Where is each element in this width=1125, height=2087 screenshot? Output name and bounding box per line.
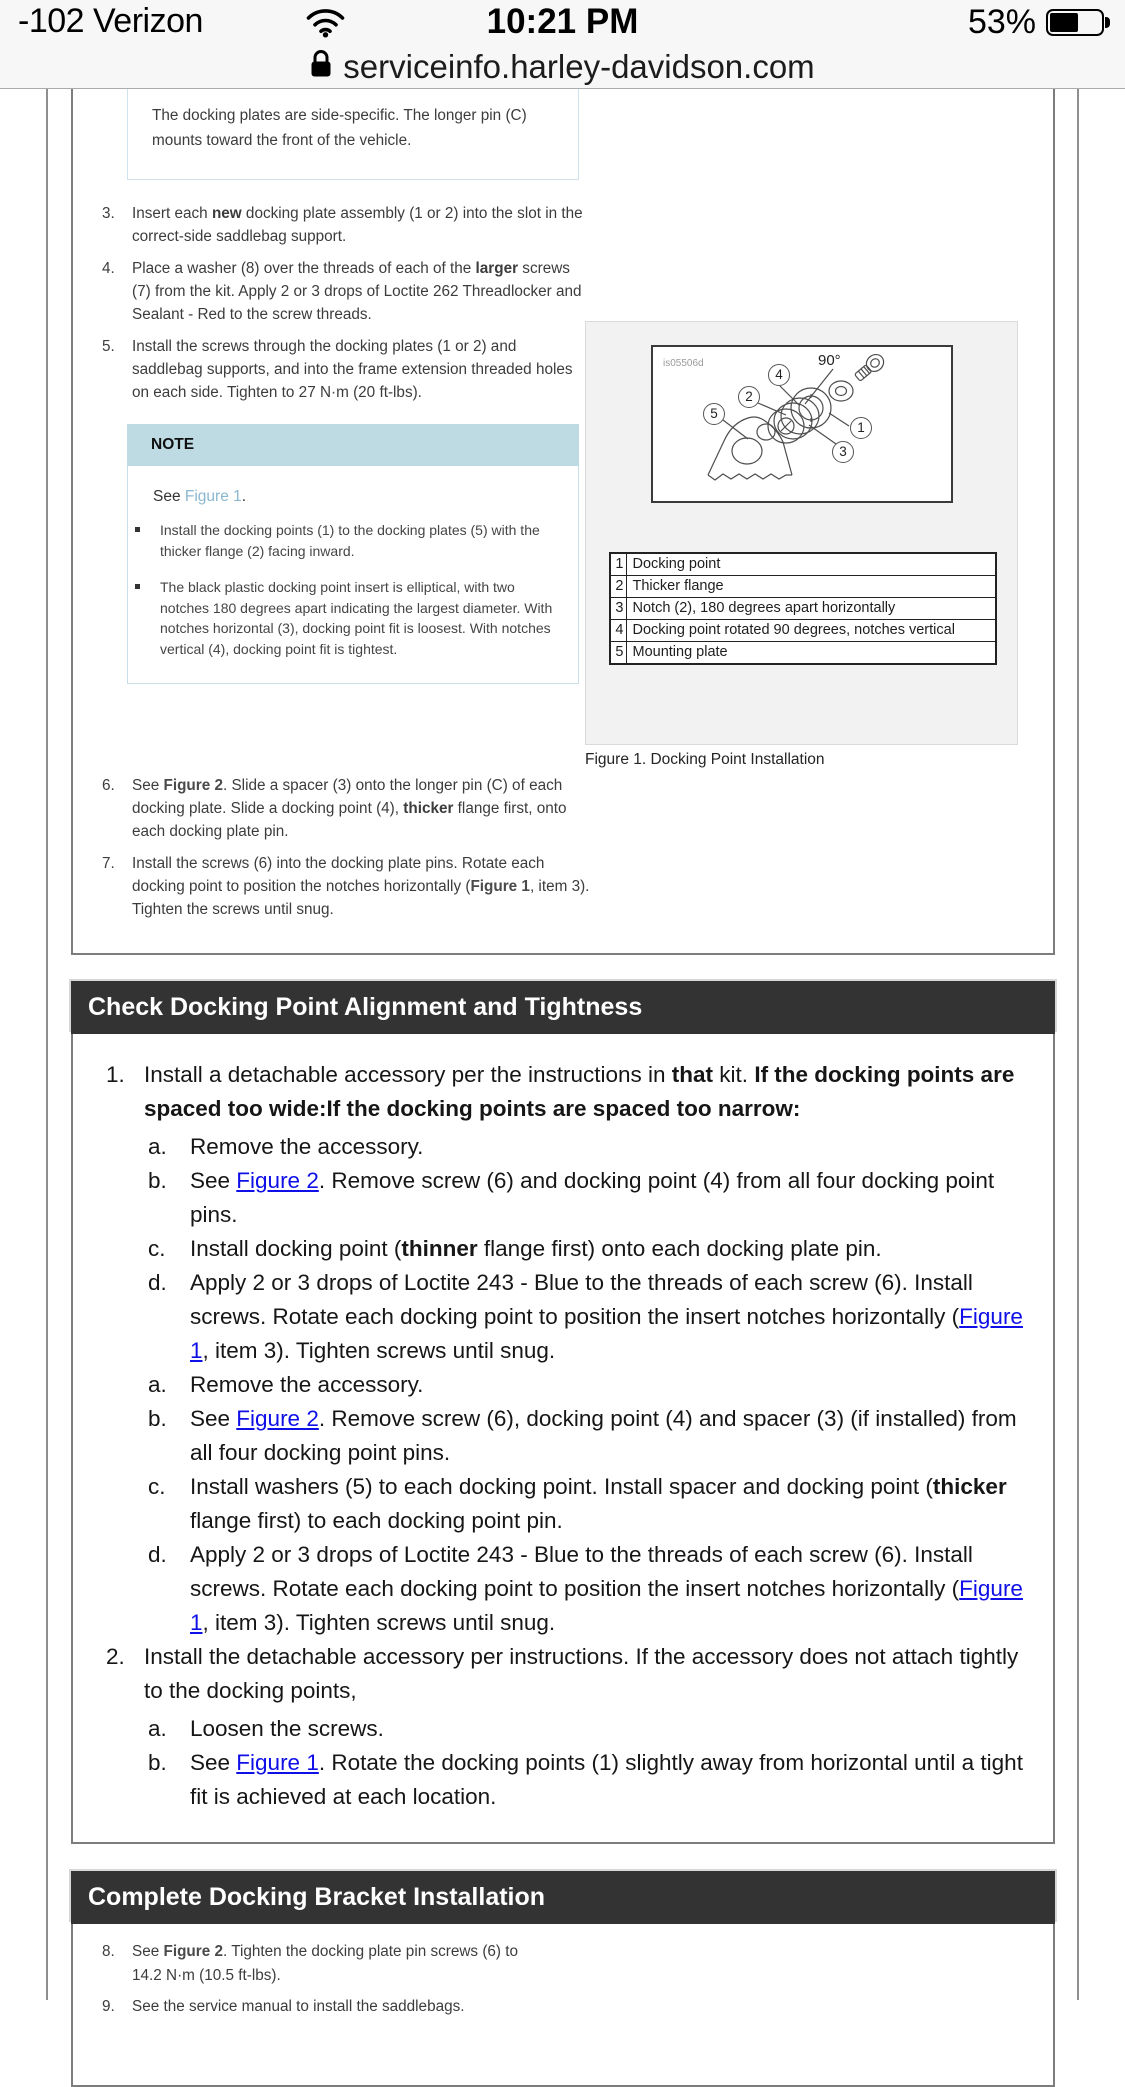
substep-text: Remove the accessory. — [190, 1372, 424, 1397]
instruction-step — [102, 1940, 1053, 1988]
substep-text: Apply 2 or 3 drops of Loctite 243 - Blue to the threads of each screw (6). Install screws. Rotate each docking point to position the insert notches horizontally (Figure 1, item 3). Tighten screws until snug. — [190, 1542, 1023, 1635]
section-header-bar: Check Docking Point Alignment and Tightness — [71, 981, 1055, 1034]
substep-text: Install washers (5) to each docking point. Install spacer and docking point (thicker flange first) to each docking point pin. — [190, 1474, 1007, 1533]
legend-label: Docking point rotated 90 degrees, notches vertical — [626, 620, 996, 642]
legend-label: Notch (2), 180 degrees apart horizontally — [626, 598, 996, 620]
sub-step — [148, 1470, 1033, 1538]
substep-text: Remove the accessory. — [190, 1134, 424, 1159]
legend-number: 3 — [610, 598, 626, 620]
battery-percent: 53% — [967, 3, 1036, 41]
sub-step — [148, 1130, 1033, 1164]
instruction-list-6-7 — [102, 774, 1053, 921]
figure-link[interactable]: Figure 1 — [184, 488, 242, 505]
legend-row — [610, 576, 996, 598]
square-bullet-icon — [135, 577, 160, 659]
legend-number: 2 — [610, 576, 626, 598]
section-header-bar: Complete Docking Bracket Installation — [71, 1871, 1055, 1924]
note-header: NOTE — [127, 424, 579, 466]
sub-step — [148, 1402, 1033, 1470]
step-text: See Figure 2. Tighten the docking plate pin screws (6) to 14.2 N·m (10.5 ft-lbs). — [132, 1943, 519, 1984]
substep-text: See Figure 2. Remove screw (6) and docking point (4) from all four docking point pins. — [190, 1168, 995, 1227]
figure-legend — [609, 552, 997, 665]
legend-row — [610, 553, 996, 576]
step-text: Install the screws (6) into the docking plate pins. Rotate each docking point to position the notches horizontally (Figure 1, item 3). Tighten the screws until snug. — [132, 855, 590, 918]
sub-step — [148, 1232, 1033, 1266]
docking-point-diagram — [653, 347, 951, 501]
step-number: 6. — [102, 777, 115, 794]
step-number: 1. — [106, 1062, 125, 1087]
step-text: See Figure 2. Slide a spacer (3) onto the longer pin (C) of each docking plate. Slide a docking point (4), thicker flange first, onto each docking plate pin. — [132, 777, 567, 840]
note-box-partial — [127, 89, 579, 180]
callout-1: 1 — [850, 417, 872, 439]
step-number: 2. — [106, 1644, 125, 1669]
section-complete-install — [71, 1871, 1055, 2087]
instruction-step — [102, 774, 1053, 843]
substep-letter: c. — [148, 1236, 166, 1261]
step-text: Insert each new docking plate assembly (1 or 2) into the slot in the correct-side saddlebag support. — [132, 205, 583, 245]
legend-label: Docking point — [626, 553, 996, 576]
substep-letter: b. — [148, 1750, 167, 1775]
substep-group-narrow — [148, 1368, 1033, 1640]
step-number: 4. — [102, 260, 115, 277]
section-check-body — [71, 1034, 1055, 1844]
battery-icon — [1046, 9, 1104, 36]
sub-step — [148, 1538, 1033, 1640]
substep-letter: d. — [148, 1270, 167, 1295]
instruction-step — [102, 1995, 1053, 2019]
instruction-step — [102, 852, 1053, 921]
note-bullet — [135, 520, 564, 561]
bullet-text: Install the docking points (1) to the docking plates (5) with the thicker flange (2) facing inward. — [160, 522, 540, 559]
legend-row — [610, 620, 996, 642]
battery-status — [968, 3, 1111, 42]
carrier-label: -102 Verizon — [18, 2, 203, 40]
step-number: 5. — [102, 338, 115, 355]
bullet-text: The black plastic docking point insert is elliptical, with two notches 180 degrees apart indicating the largest diameter. With notches horizontal (3), docking point fit is loosest. With notches vertical (4), docking point fit is tightest. — [160, 579, 553, 657]
document-frame — [46, 89, 1079, 2015]
substep-letter: a. — [148, 1134, 167, 1159]
note-text: The docking plates are side-specific. The longer pin (C) mounts toward the front of the vehicle. — [152, 107, 527, 149]
browser-header — [0, 0, 1125, 89]
figure-panel — [585, 321, 1018, 745]
figure-image — [651, 345, 953, 503]
figure-link[interactable]: Figure 1 — [190, 1304, 1023, 1363]
instruction-step — [102, 202, 1053, 248]
substep-letter: a. — [148, 1716, 167, 1741]
substep-letter: b. — [148, 1406, 167, 1431]
substep-letter: c. — [148, 1474, 166, 1499]
instruction-list-6-7-wrap — [102, 774, 1053, 921]
battery-fill — [1050, 13, 1078, 32]
figure-link[interactable]: Figure 1 — [190, 1576, 1023, 1635]
sub-step — [148, 1746, 1033, 1814]
legend-row — [610, 598, 996, 620]
sub-step — [148, 1164, 1033, 1232]
square-bullet-icon — [135, 520, 160, 561]
step-number: 9. — [102, 1998, 115, 2015]
callout-2: 2 — [738, 386, 760, 408]
legend-number: 4 — [610, 620, 626, 642]
step-text: Install a detachable accessory per the instructions in that kit. If the docking points are spaced too wide:If the docking points are spaced too narrow: — [144, 1062, 1015, 1121]
step-number: 8. — [102, 1943, 115, 1960]
sub-step — [148, 1368, 1033, 1402]
substep-text: See Figure 2. Remove screw (6), docking point (4) and spacer (3) (if installed) from all four docking point pins. — [190, 1406, 1017, 1465]
legend-label: Thicker flange — [626, 576, 996, 598]
url-text: serviceinfo.harley-davidson.com — [343, 48, 815, 85]
lock-icon — [310, 48, 332, 87]
angle-label: 90° — [818, 352, 841, 369]
substep-text: Install docking point (thinner flange first) onto each docking plate pin. — [190, 1236, 882, 1261]
step-text: Place a washer (8) over the threads of each of the larger screws (7) from the kit. Apply 2 or 3 drops of Loctite 262 Threadlocker and Sealant - Red to the screw threads. — [132, 260, 582, 323]
step-number: 3. — [102, 205, 115, 222]
step-text: See the service manual to install the saddlebags. — [132, 1998, 465, 2015]
section-complete-body — [71, 1924, 1055, 2087]
legend-label: Mounting plate — [626, 642, 996, 665]
figure-link[interactable]: Figure 2 — [236, 1168, 319, 1193]
figure-link[interactable]: Figure 2 — [236, 1406, 319, 1431]
note-box — [127, 424, 579, 684]
step-text: Install the detachable accessory per instructions. If the accessory does not attach tightly to the docking points, — [144, 1644, 1019, 1703]
substep-text: Apply 2 or 3 drops of Loctite 243 - Blue to the threads of each screw (6). Install screws. Rotate each docking point to position the insert notches horizontally (Figure 1, item 3). Tighten screws until snug. — [190, 1270, 1023, 1363]
instruction-step — [106, 1640, 1033, 1708]
web-page — [0, 89, 1125, 2015]
callout-3: 3 — [832, 441, 854, 463]
legend-row — [610, 642, 996, 665]
section-docking-plate-install — [71, 89, 1055, 955]
substep-group-wide — [148, 1130, 1033, 1368]
note-bullet — [135, 577, 564, 659]
step-number: 7. — [102, 855, 115, 872]
clock: 10:21 PM — [486, 2, 639, 41]
legend-number: 1 — [610, 553, 626, 576]
instruction-step — [106, 1058, 1033, 1126]
callout-4: 4 — [768, 364, 790, 386]
figure-link[interactable]: Figure 1 — [236, 1750, 319, 1775]
note-see-figure: See Figure 1. — [153, 488, 247, 505]
step-text: Install the screws through the docking plates (1 or 2) and saddlebag supports, and into the frame extension threaded holes on each side. Tighten to 27 N·m (20 ft-lbs). — [132, 338, 573, 401]
note-body — [127, 466, 579, 684]
url-bar[interactable] — [0, 46, 1125, 88]
section-check-alignment — [71, 981, 1055, 1844]
substep-text: Loosen the screws. — [190, 1716, 384, 1741]
substep-letter: b. — [148, 1168, 167, 1193]
substep-letter: d. — [148, 1542, 167, 1567]
substep-group-loose — [148, 1712, 1033, 1814]
instruction-list-8-9 — [102, 1940, 1053, 2019]
note-bullet-list — [135, 520, 564, 659]
sub-step — [148, 1712, 1033, 1746]
figure-id-label: is05506d — [663, 358, 704, 369]
figure-caption: Figure 1. Docking Point Installation — [585, 751, 825, 768]
callout-5: 5 — [703, 403, 725, 425]
sub-step — [148, 1266, 1033, 1368]
substep-letter: a. — [148, 1372, 167, 1397]
substep-text: See Figure 1. Rotate the docking points (1) slightly away from horizontal until a tight fit is achieved at each location. — [190, 1750, 1023, 1809]
legend-number: 5 — [610, 642, 626, 665]
instruction-step — [102, 257, 1053, 326]
